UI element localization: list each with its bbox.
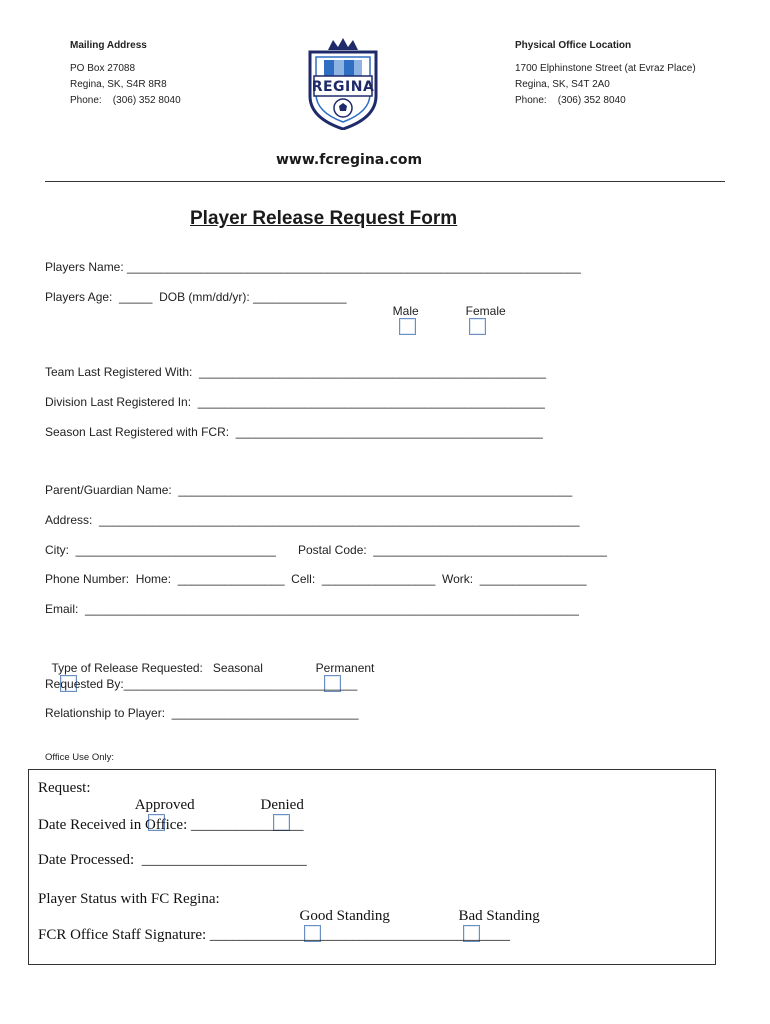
city-field[interactable]: City: ______________________________ [45, 543, 276, 557]
mailing-address [70, 38, 181, 109]
bad-standing-label: Bad Standing [458, 908, 540, 924]
office-use-label: Office Use Only: [45, 752, 114, 763]
denied-label: Denied [260, 797, 304, 813]
address-field[interactable]: Address: ________________________________________________________________________ [45, 513, 580, 527]
permanent-label: Permanent [315, 661, 375, 675]
physical-phone: Phone: (306) 352 8040 [515, 95, 626, 106]
mailing-heading: Mailing Address [70, 40, 147, 51]
season-last-registered-field[interactable]: Season Last Registered with FCR: ______________________________________________ [45, 425, 543, 439]
mailing-line: PO Box 27088 [70, 63, 136, 74]
male-checkbox[interactable] [399, 318, 416, 335]
team-last-registered-field[interactable]: Team Last Registered With: ____________________________________________________ [45, 365, 547, 379]
mailing-phone: Phone: (306) 352 8040 [70, 95, 181, 106]
players-age-dob-field[interactable]: Players Age: _____ DOB (mm/dd/yr): ______________ [45, 290, 347, 304]
female-checkbox[interactable] [469, 318, 486, 335]
logo-text: REGINA [311, 79, 375, 95]
approved-label: Approved [134, 797, 195, 813]
physical-line: 1700 Elphinstone Street (at Evraz Place) [515, 63, 696, 74]
relationship-field[interactable]: Relationship to Player: ____________________________ [45, 706, 359, 720]
player-status-label: Player Status with FC Regina: [38, 891, 220, 907]
players-name-field[interactable]: Players Name: ____________________________________________________________________ [45, 260, 581, 274]
form-title: Player Release Request Form [190, 208, 458, 229]
good-standing-label: Good Standing [299, 908, 390, 924]
email-field[interactable]: Email: __________________________________________________________________________ [45, 602, 579, 616]
requested-by-field[interactable]: Requested By:___________________________________ [45, 677, 358, 691]
staff-signature-field[interactable]: FCR Office Staff Signature: ________________________________________ [38, 927, 510, 943]
parent-guardian-name-field[interactable]: Parent/Guardian Name: ___________________________________________________________ [45, 483, 573, 497]
header-divider [45, 181, 725, 182]
mailing-line: Regina, SK, S4R 8R8 [70, 79, 167, 90]
release-type-label: Type of Release Requested: Seasonal [51, 661, 263, 675]
division-last-registered-field[interactable]: Division Last Registered In: ____________________________________________________ [45, 395, 545, 409]
date-processed-field[interactable]: Date Processed: ______________________ [38, 852, 307, 868]
physical-line: Regina, SK, S4T 2A0 [515, 79, 610, 90]
postal-code-field[interactable]: Postal Code: ___________________________________ [298, 543, 607, 557]
male-option[interactable] [386, 290, 419, 335]
website-link[interactable]: www.fcregina.com [276, 152, 423, 168]
phone-number-field[interactable]: Phone Number: Home: ________________ Cell: _________________ Work: ________________ [45, 572, 587, 586]
female-label: Female [465, 304, 506, 318]
physical-heading: Physical Office Location [515, 40, 632, 51]
male-label: Male [392, 304, 419, 318]
female-option[interactable] [459, 290, 506, 335]
fc-regina-logo [306, 38, 380, 130]
request-label: Request: [38, 780, 91, 796]
date-received-field[interactable]: Date Received in Office: _______________ [38, 817, 304, 833]
physical-address [515, 38, 696, 109]
